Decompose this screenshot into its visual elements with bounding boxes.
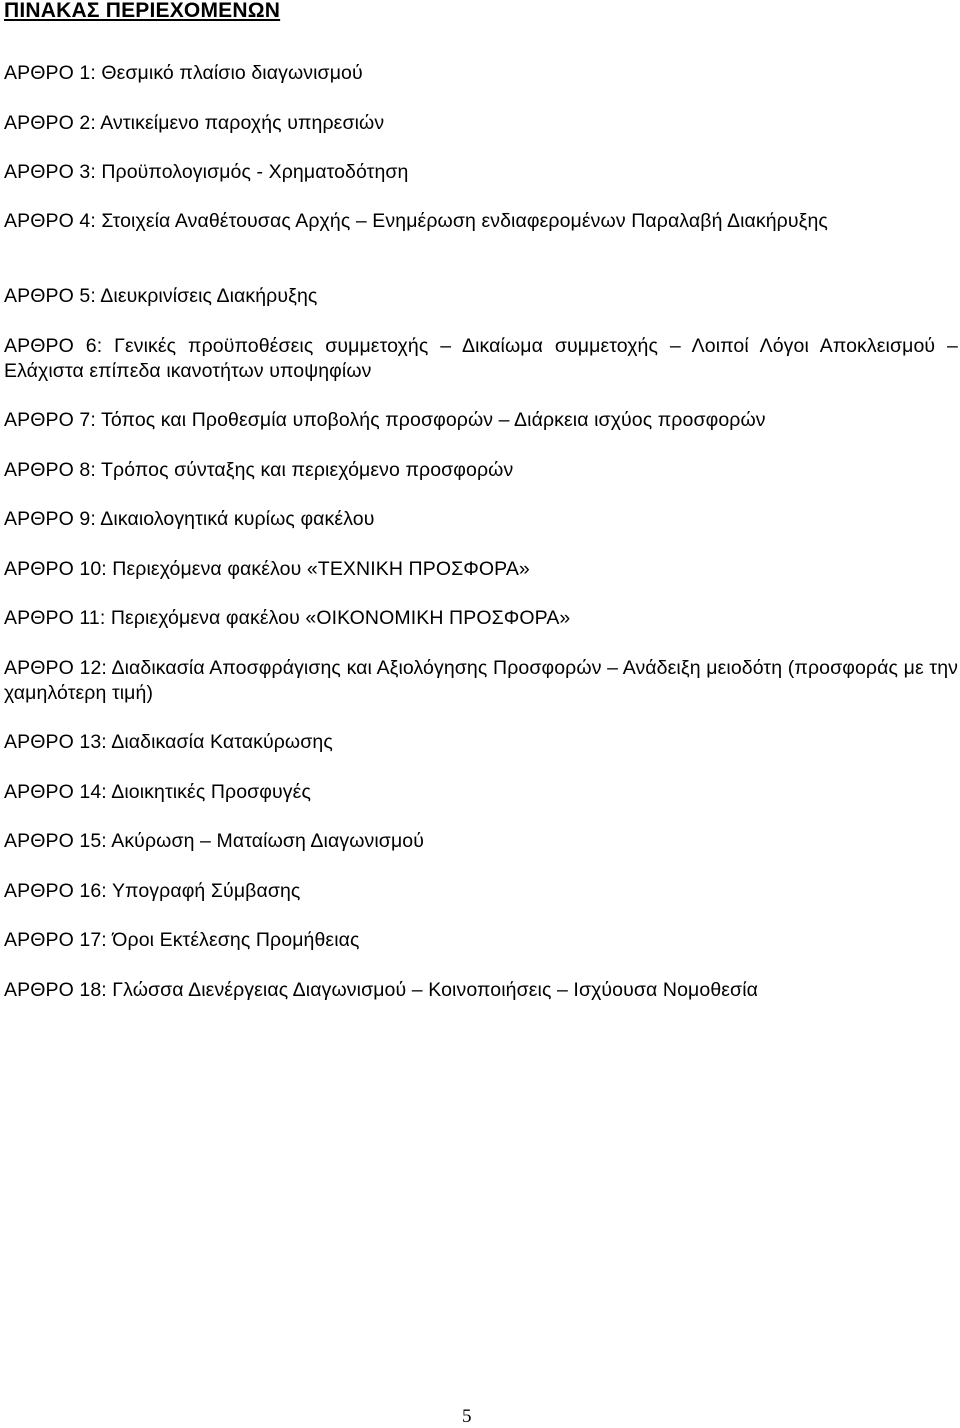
toc-entry-article-12: ΑΡΘΡΟ 12: Διαδικασία Αποσφράγισης και Αξιολόγησης Προσφορών – Ανάδειξη μειοδότη (προσφοράς με την χαμηλότερη τιμή) — [4, 657, 958, 704]
toc-entry-article-5: ΑΡΘΡΟ 5: Διευκρινίσεις Διακήρυξης — [4, 285, 318, 307]
toc-entry-article-10: ΑΡΘΡΟ 10: Περιεχόμενα φακέλου «ΤΕΧΝΙΚΗ ΠΡΟΣΦΟΡΑ» — [4, 558, 530, 580]
toc-entry-article-18: ΑΡΘΡΟ 18: Γλώσσα Διενέργειας Διαγωνισμού – Κοινοποιήσεις – Ισχύουσα Νομοθεσία — [4, 979, 759, 1001]
toc-entry-article-11: ΑΡΘΡΟ 11: Περιεχόμενα φακέλου «ΟΙΚΟΝΟΜΙΚΗ ΠΡΟΣΦΟΡΑ» — [4, 607, 571, 629]
toc-entry-article-9: ΑΡΘΡΟ 9: Δικαιολογητικά κυρίως φακέλου — [4, 508, 375, 530]
toc-entry-article-2: ΑΡΘΡΟ 2: Αντικείμενο παροχής υπηρεσιών — [4, 112, 385, 134]
toc-entry-article-15: ΑΡΘΡΟ 15: Ακύρωση – Ματαίωση Διαγωνισμού — [4, 830, 424, 852]
toc-entry-article-4: ΑΡΘΡΟ 4: Στοιχεία Αναθέτουσας Αρχής – Ενημέρωση ενδιαφερομένων Παραλαβή Διακήρυξης — [4, 210, 828, 232]
toc-entry-article-6: ΑΡΘΡΟ 6: Γενικές προϋποθέσεις συμμετοχής – Δικαίωμα συμμετοχής – Λοιποί Λόγοι Αποκλεισμού – Ελάχιστα επίπεδα ικανοτήτων υποψηφίων — [4, 335, 958, 382]
toc-entry-article-13: ΑΡΘΡΟ 13: Διαδικασία Κατακύρωσης — [4, 731, 333, 753]
page-number: 5 — [462, 1406, 472, 1427]
toc-entry-article-17: ΑΡΘΡΟ 17: Όροι Εκτέλεσης Προμήθειας — [4, 929, 360, 951]
toc-entry-article-7: ΑΡΘΡΟ 7: Τόπος και Προθεσμία υποβολής προσφορών – Διάρκεια ισχύος προσφορών — [4, 409, 766, 431]
toc-entry-article-14: ΑΡΘΡΟ 14: Διοικητικές Προσφυγές — [4, 781, 311, 803]
toc-title: ΠΙΝΑΚΑΣ ΠΕΡΙΕΧΟΜΕΝΩΝ — [4, 0, 281, 22]
toc-entry-article-8: ΑΡΘΡΟ 8: Τρόπος σύνταξης και περιεχόμενο προσφορών — [4, 459, 514, 481]
toc-entry-article-16: ΑΡΘΡΟ 16: Υπογραφή Σύμβασης — [4, 880, 301, 902]
toc-entry-article-3: ΑΡΘΡΟ 3: Προϋπολογισμός - Χρηματοδότηση — [4, 161, 409, 183]
toc-entry-article-1: ΑΡΘΡΟ 1: Θεσμικό πλαίσιο διαγωνισμού — [4, 62, 363, 84]
